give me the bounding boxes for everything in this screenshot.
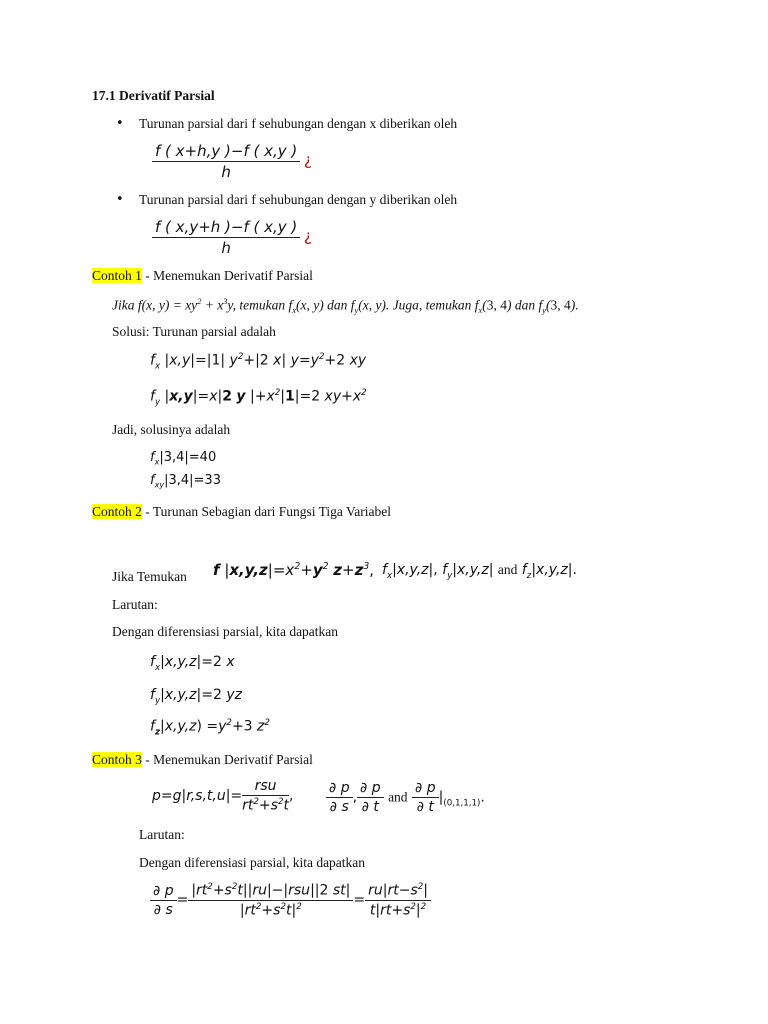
example-2-heading bbox=[92, 504, 391, 520]
result-fx-three: $f_x|x,y,z|=2$ x bbox=[150, 654, 235, 673]
example-title: - Turunan Sebagian dari Fungsi Tiga Variabel bbox=[141, 504, 392, 519]
result-fz-three: $f_z|x,y,z) =y^2+3$ $z^2$ bbox=[150, 718, 270, 738]
example-3-larutan: Larutan: bbox=[139, 827, 185, 842]
partials-requested-3: $\frac{\partial p}{\partial s}$ , $\frac{\partial p}{\partial t}$ and $\frac{\partial p}{\partial t}$ $|_{(0,1,1,1)}$. bbox=[326, 780, 485, 815]
example-2-method: Dengan diferensiasi parsial, kita dapatkan bbox=[112, 624, 339, 639]
bullet-text-2: Turunan parsial dari f sehubungan dengan y diberikan oleh bbox=[139, 192, 458, 207]
quotient-denominator-y: h bbox=[221, 239, 231, 257]
and-word: and bbox=[497, 562, 518, 577]
equation-fx: $f_x$ |x,y|=|1| $y^2+|2$ x| $y=y^2+2$ xy bbox=[150, 352, 367, 372]
quotient-numerator-y: f ( x,y+h )−f ( x,y ) bbox=[152, 218, 300, 238]
example-3-heading bbox=[92, 752, 313, 768]
result-fx: $f_x|3,4|=40$ bbox=[150, 450, 217, 467]
example-1-heading bbox=[92, 268, 313, 284]
result-fy-value: |3,4|=33 bbox=[164, 473, 221, 488]
example-1-solution-label: Solusi: Turunan parsial adalah bbox=[112, 324, 276, 339]
example-title: - Menemukan Derivatif Parsial bbox=[141, 268, 313, 283]
equation-fy: $f_y$ |x,y|=x|2 y $|+x^2|1|=2$ $xy+x^2$ bbox=[150, 388, 367, 408]
bullet-text-1: Turunan parsial dari f sehubungan dengan x diberikan oleh bbox=[139, 116, 458, 131]
evaluation-point: (0,1,1,1) bbox=[443, 798, 481, 809]
result-fx-value: |3,4|=40 bbox=[159, 450, 217, 465]
example-label: Contoh 2 bbox=[92, 504, 142, 519]
example-title: - Menemukan Derivatif Parsial bbox=[141, 752, 313, 767]
bullet-icon: • bbox=[116, 116, 124, 131]
quotient-denominator-x: h bbox=[221, 163, 231, 181]
function-g-definition: p=g|r,s,t,u|= $\frac{\text{rsu}}{rt^2+s^2t}$ , bbox=[152, 778, 294, 814]
result-fy-three: $f_y|x,y,z|=2$ yz bbox=[150, 687, 242, 706]
result-fy: $f_{xy}|3,4|=33$ bbox=[150, 473, 221, 490]
bullet-icon: • bbox=[116, 192, 124, 207]
example-1-result-label: Jadi, solusinya adalah bbox=[112, 422, 231, 437]
example-2-larutan: Larutan: bbox=[112, 597, 158, 612]
example-label: Contoh 1 bbox=[92, 268, 142, 283]
quotient-numerator-x: f ( x+h,y )−f ( x,y ) bbox=[152, 142, 300, 162]
and-word: and bbox=[388, 789, 408, 805]
quotient-rule-result: $\frac{\partial p}{\partial s}$ = $\frac{|rt^2+s^2t||ru|-|rsu||2 st|}{|rt^2+s^2t|^2}$ = $\frac{ru|rt-s^2|}{t|rt+s^2|^2}$ bbox=[150, 882, 431, 918]
difference-quotient-y bbox=[152, 218, 312, 257]
example-label: Contoh 3 bbox=[92, 752, 142, 767]
example-1-problem: Jika f(x, $y) = xy^2 + x^3y$, temukan $f_x(x$, y) dan $f_y(x$, y). Juga, temukan $f_x(3$, 4) dan $f_y(3$, 4). bbox=[112, 297, 579, 316]
example-2-find-label: Jika Temukan bbox=[112, 569, 187, 584]
function-three-vars: f $|x,y,z|=x^2+y^2$ $z+z^3$, bbox=[213, 561, 375, 579]
mark-glyph: ¿ bbox=[304, 150, 312, 169]
partials-requested: $f_x|x,y,z|$, $f_y|x,y,z|$ and $f_z|x,y,z|$. bbox=[382, 562, 577, 581]
mark-glyph: ¿ bbox=[304, 226, 312, 245]
section-title: 17.1 Derivatif Parsial bbox=[92, 88, 215, 103]
example-3-method: Dengan diferensiasi parsial, kita dapatkan bbox=[139, 855, 366, 870]
difference-quotient-x bbox=[152, 142, 312, 181]
